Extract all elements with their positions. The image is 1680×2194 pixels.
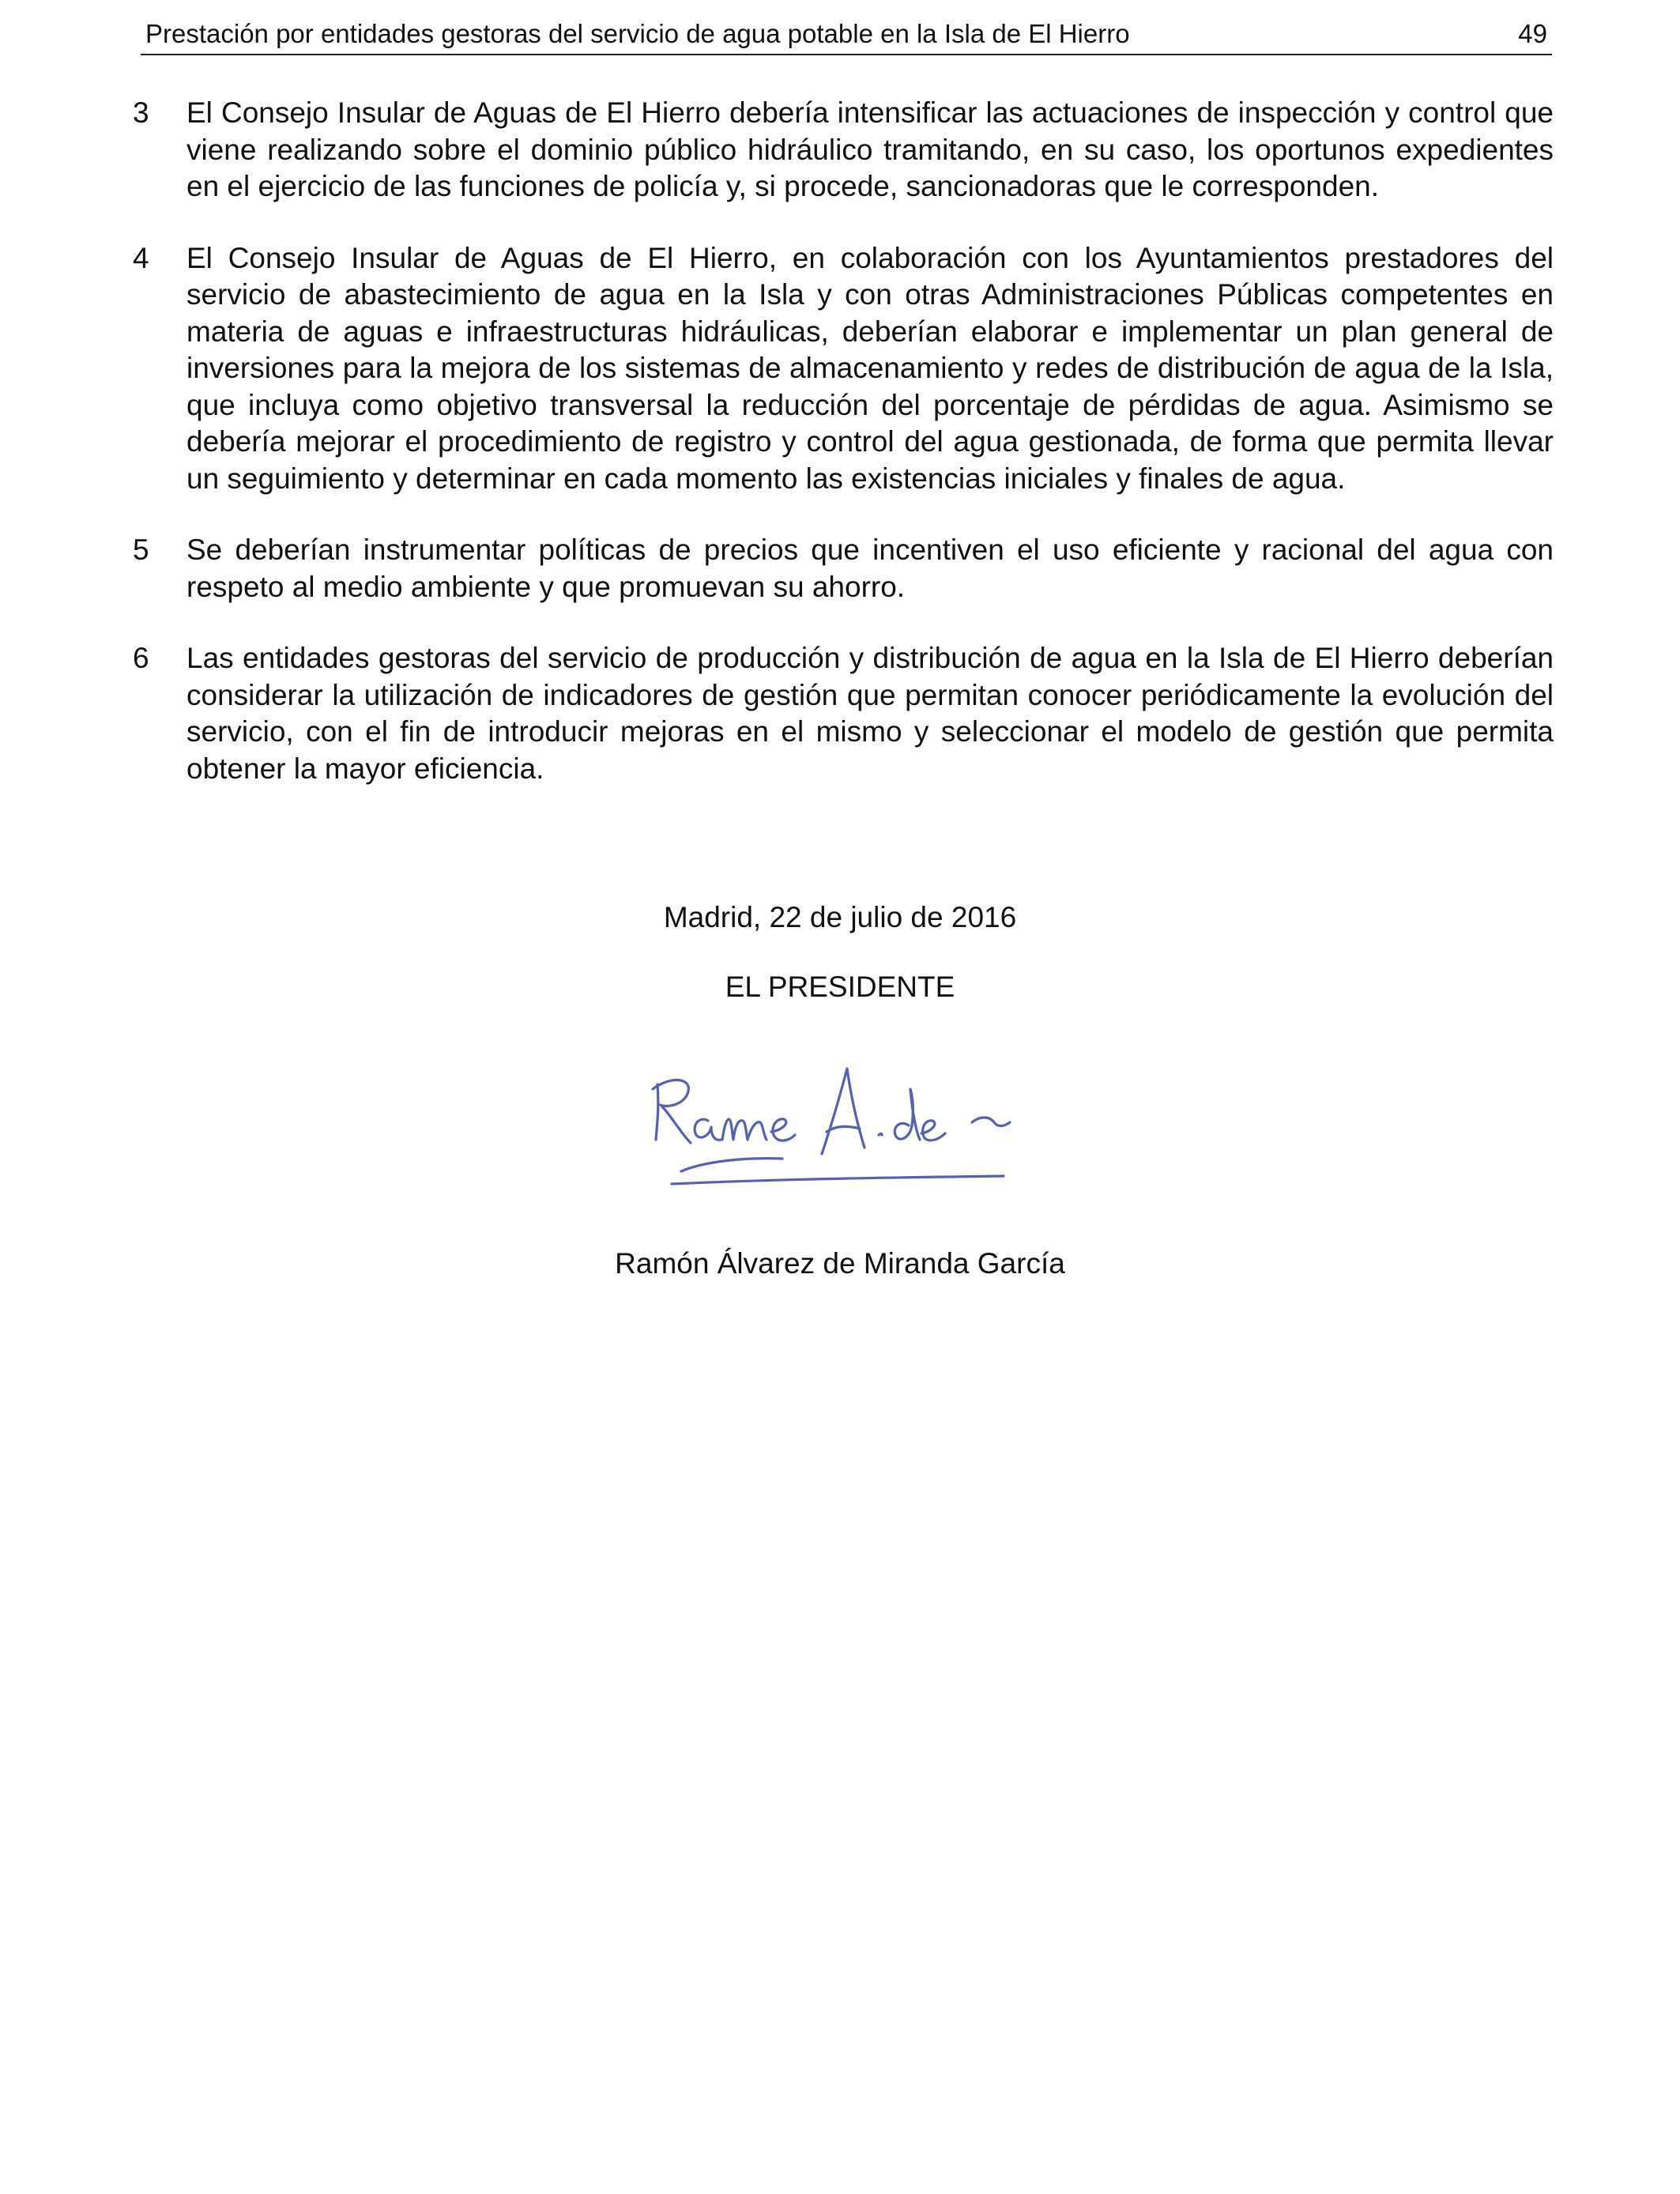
recommendation-text: El Consejo Insular de Aguas de El Hierro debería intensificar las actuaciones de inspección y control que viene realizando sobre el dominio público hidráulico tramitando, en su caso, los oportunos expedientes en el ejercicio de las funciones de policía y, si procede, sancionadoras que le corresponden. [186,96,1554,202]
signer-title: EL PRESIDENTE [725,971,955,1003]
recommendation-text: Las entidades gestoras del servicio de producción y distribución de agua en la Isla de El Hierro deberían considerar la utilización de indicadores de gestión que permitan conocer periódicamente la evolución del servicio, con el fin de introducir mejoras en el mismo y seleccionar el modelo de gestión que permita obtener la mayor eficiencia. [186,642,1554,785]
handwritten-signature [632,1043,1043,1201]
recommendation-number: 5 [133,533,149,566]
recommendation-item [133,532,1554,605]
place-date: Madrid, 22 de julio de 2016 [663,901,1017,933]
recommendations-list [133,95,1554,822]
recommendation-item [133,640,1554,787]
header-title: Prestación por entidades gestoras del servicio de agua potable en la Isla de El Hierro [145,19,1130,48]
recommendation-number: 6 [133,642,149,674]
page-number: 49 [1518,19,1547,48]
recommendation-text: Se deberían instrumentar políticas de precios que incentiven el uso eficiente y racional del agua con respeto al medio ambiente y que promuevan su ahorro. [186,533,1554,603]
recommendation-item [133,95,1554,205]
recommendation-number: 4 [133,241,149,274]
running-header [141,14,1552,55]
recommendation-item [133,240,1554,498]
signer-name: Ramón Álvarez de Miranda García [615,1247,1065,1280]
recommendation-text: El Consejo Insular de Aguas de El Hierro, en colaboración con los Ayuntamientos prestadores del servicio de abastecimiento de agua en la Isla y con otras Administraciones Públicas competentes en materia de aguas e infraestructuras hidráulicas, deberían elaborar e implementar un plan general de inversiones para la mejora de los sistemas de almacenamiento y redes de distribución de agua de la Isla, que incluya como objetivo transversal la reducción del porcentaje de pérdidas de agua. Asimismo se debería mejorar el procedimiento de registro y control del agua gestionada, de forma que permita llevar un seguimiento y determinar en cada momento las existencias iniciales y finales de agua. [186,241,1554,495]
recommendation-number: 3 [133,96,149,129]
